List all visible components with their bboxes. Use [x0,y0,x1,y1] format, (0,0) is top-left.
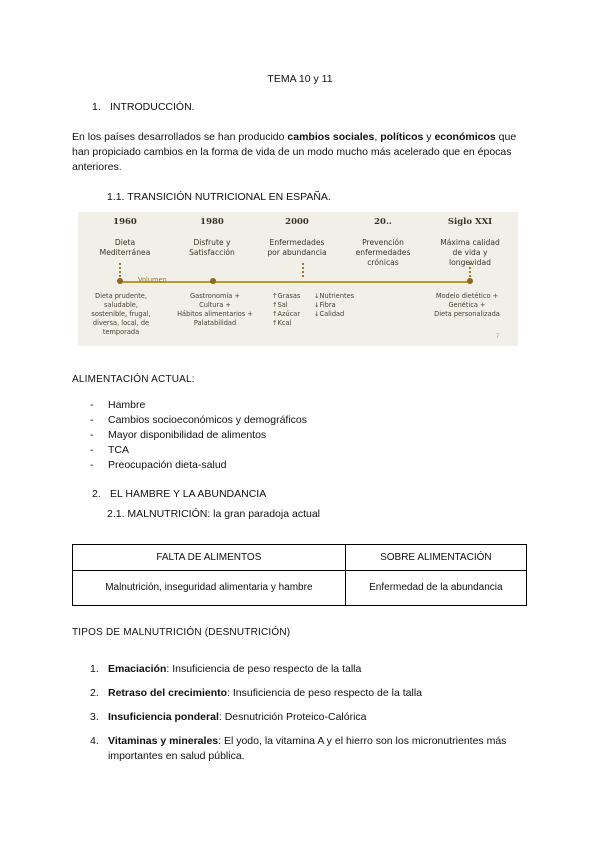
detail-line: Palatabilidad [193,319,237,327]
list-item [90,734,530,764]
timeline-detail-siglo-xxi [420,292,514,319]
detail-line: ↑Azúcar [272,310,301,318]
table-cell: Enfermedad de la abundancia [345,571,526,606]
section-number: 1. [92,101,101,113]
timeline-dot [467,278,473,284]
list-item-desc: : Desnutrición Proteico-Calórica [218,711,367,723]
list-item-number: 4. [90,735,99,747]
intro-text: En los países desarrollados se han producido [72,131,288,143]
list-item: - Preocupación dieta-salud [90,459,227,471]
detail-line: Gastronomía + [190,292,240,300]
alimentacion-actual-label: ALIMENTACIÓN ACTUAL: [72,374,195,385]
list-item-number: 2. [90,687,99,699]
timeline-dot [210,278,216,284]
table-header-cell: SOBRE ALIMENTACIÓN [345,545,526,571]
timeline-year: 1980 [200,217,224,227]
timeline-axis [121,281,471,283]
list-item-term: Insuficiencia ponderal [108,711,219,723]
malnutrition-table [72,544,527,606]
intro-text: que han propiciado cambios en la forma de vida de un modo mucho más acelerado que en épocas anteriores. [72,131,517,173]
list-item-term: Emaciación [108,663,167,675]
timeline-event-line: Enfermedades [269,238,325,247]
timeline-event-line: Máxima calidad [440,238,500,247]
alimentacion-list [90,398,307,473]
detail-line: ↓Nutrientes [314,292,355,300]
list-item [90,686,530,701]
detail-line: Dieta prudente, [95,292,147,300]
timeline-year: 2000 [285,217,309,227]
list-item-text: TCA [108,444,129,456]
list-item-term: Retraso del crecimiento [108,687,228,699]
timeline-connector [469,263,473,277]
timeline-event-line: crónicas [367,258,399,267]
timeline-year: 20.. [374,217,392,227]
subsection-heading-transicion: 1.1. TRANSICIÓN NUTRICIONAL EN ESPAÑA. [107,191,331,203]
timeline-connector [119,263,123,277]
detail-line: Modelo dietético + [435,292,499,300]
table-row [73,571,527,606]
table-cell: Malnutrición, inseguridad alimentaria y hambre [73,571,346,606]
list-item-desc: : Insuficiencia de peso respecto de la talla [227,687,422,699]
section-heading-hambre [92,488,266,500]
list-item [90,710,530,725]
timeline-event-line: por abundancia [267,248,327,257]
table-header-cell: FALTA DE ALIMENTOS [73,545,346,571]
intro-text: , [374,131,381,143]
detail-line: diversa, local, de [92,319,150,327]
section-label: INTRODUCCIÓN. [110,101,195,113]
intro-bold-sociales: cambios sociales [287,131,375,143]
timeline-event-line: de vida y [452,248,488,257]
timeline-year: 1960 [113,217,137,227]
detail-line: ↓Fibra [314,301,336,309]
subsection-heading-malnutricion: 2.1. MALNUTRICIÓN: la gran paradoja actual [107,508,321,520]
list-item-text: Cambios socioeconómicos y demográficos [108,414,308,426]
intro-bold-politicos: políticos [380,131,424,143]
detail-line: Dieta personalizada [434,310,500,318]
detail-line: ↑Grasas [272,292,301,300]
list-item: - Mayor disponibilidad de alimentos [90,429,267,441]
list-item-desc: : El yodo, la vitamina A y el hierro son los micronutrientes más importantes en salud pública. [108,735,507,762]
timeline-event-line: Dieta [114,238,136,247]
timeline-dot [117,278,123,284]
intro-text: y [423,131,435,143]
list-item: - Cambios socioeconómicos y demográficos [90,414,308,426]
intro-bold-economicos: económicos [434,131,496,143]
list-item-number: 3. [90,711,99,723]
detail-line: sostenible, frugal, [91,310,151,318]
list-item-term: Vitaminas y minerales [108,735,219,747]
detail-line: temporada [102,328,140,336]
detail-line: Genética + [448,301,486,309]
list-item: - TCA [90,444,129,456]
section-label: EL HAMBRE Y LA ABUNDANCIA [110,488,267,500]
detail-line: ↑Sal [272,301,288,309]
tipos-malnutricion-label: TIPOS DE MALNUTRICIÓN (DESNUTRICIÓN) [72,627,291,638]
timeline-year: Siglo XXI [447,217,493,227]
list-item-text: Mayor disponibilidad de alimentos [108,429,267,441]
timeline-event-line: Prevención [362,238,404,247]
timeline-event-line: Mediterránea [99,248,151,257]
detail-line: Cultura + [199,301,231,309]
figure-page-number: 7 [496,334,500,340]
detail-line: Hábitos alimentarios + [177,310,253,318]
timeline-volumen-label: Volumen [138,276,167,284]
page-title: TEMA 10 y 11 [267,73,333,85]
detail-line: saludable, [104,301,138,309]
list-item: - Hambre [90,399,146,411]
list-item-desc: : Insuficiencia de peso respecto de la talla [166,663,362,675]
timeline-event-line: enfermedades [355,248,411,257]
list-item-number: 1. [90,663,99,675]
intro-paragraph [72,130,532,175]
timeline-event-line: Satisfacción [189,248,235,257]
timeline-event [75,238,175,258]
timeline-detail-1980 [168,292,262,328]
timeline-event [247,238,347,258]
detail-line: ↓Calidad [314,310,345,318]
timeline-detail-2000-increase [272,292,312,328]
timeline-event [333,238,433,268]
table-header-row [73,545,527,571]
malnutrition-types-list [90,662,530,773]
section-heading-introduccion [92,101,195,113]
timeline-event-line: Disfrute y [193,238,231,247]
list-item-text: Preocupación dieta-salud [108,459,227,471]
detail-line: ↑Kcal [272,319,292,327]
timeline-detail-1960 [82,292,160,337]
section-number: 2. [92,488,101,500]
list-item-text: Hambre [108,399,146,411]
timeline-detail-2000-decrease [314,292,370,319]
timeline-connector [302,263,306,277]
list-item [90,662,530,677]
timeline-event-line: longevidad [449,258,491,267]
